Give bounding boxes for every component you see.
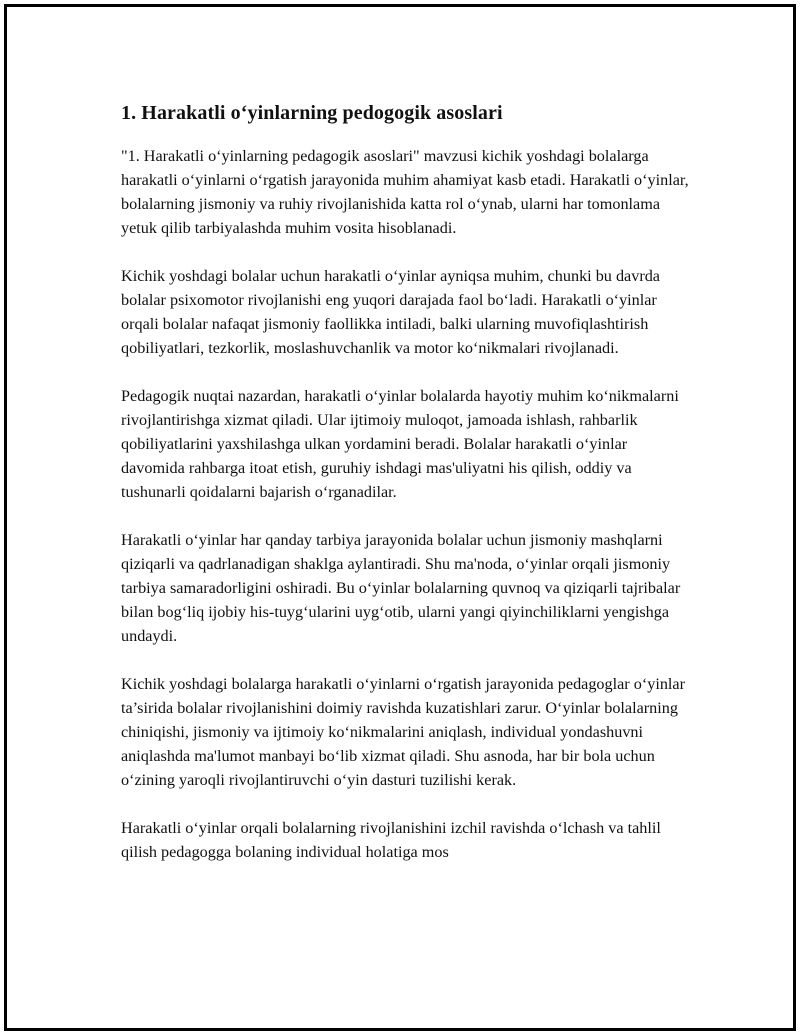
document-title: 1. Harakatli o‘yinlarning pedogogik asoslari	[121, 102, 503, 124]
paragraph-1: "1. Harakatli o‘yinlarning pedagogik asoslari" mavzusi kichik yoshdagi bolalarga harakatli o‘yinlarni o‘rgatish jarayonida muhim ahamiyat kasb etadi. Harakatli o‘yinlar, bolalarning jismoniy va ruhiy rivojlanishida katta rol o‘ynab, ularni har tomonlama yetuk qilib tarbiyalashda muhim vosita hisoblanadi.	[121, 147, 689, 237]
paragraph-4: Harakatli o‘yinlar har qanday tarbiya jarayonida bolalar uchun jismoniy mashqlarni qiziqarli va qadrlanadigan shaklga aylantiradi. Shu ma'noda, o‘yinlar orqali jismoniy tarbiya samaradorligini oshiradi. Bu o‘yinlar bolalarning quvnoq va qiziqarli tajribalar bilan bog‘liq ijobiy his-tuyg‘ularini uyg‘otib, ularni yangi qiyinchiliklarni yengishga undaydi.	[121, 531, 681, 645]
paragraph-6: Harakatli o‘yinlar orqali bolalarning rivojlanishini izchil ravishda o‘lchash va tahlil qilish pedagogga bolaning individual holatiga mos	[121, 819, 661, 861]
page-frame	[4, 4, 796, 1031]
paragraph-2: Kichik yoshdagi bolalar uchun harakatli o‘yinlar ayniqsa muhim, chunki bu davrda bolalar psixomotor rivojlanishi eng yuqori darajada faol bo‘ladi. Harakatli o‘yinlar orqali bolalar nafaqat jismoniy faollikka intiladi, balki ularning muvofiqlashtirish qobiliyatlari, tezkorlik, moslashuvchanlik va motor ko‘nikmalari rivojlanadi.	[121, 267, 660, 357]
paragraph-3: Pedagogik nuqtai nazardan, harakatli o‘yinlar bolalarda hayotiy muhim ko‘nikmalarni rivojlantirishga xizmat qiladi. Ular ijtimoiy muloqot, jamoada ishlash, rahbarlik qobiliyatlarini yaxshilashga ulkan yordamini beradi. Bolalar harakatli o‘yinlar davomida rahbarga itoat etish, guruhiy ishdagi mas'uliyatni his qilish, oddiy va tushunarli qoidalarni bajarish o‘rganadilar.	[121, 387, 679, 501]
document-body	[121, 93, 691, 888]
paragraph-5: Kichik yoshdagi bolalarga harakatli o‘yinlarni o‘rgatish jarayonida pedagoglar o‘yinlar ta’sirida bolalar rivojlanishini doimiy ravishda kuzatishlari zarur. O‘yinlar bolalarning chiniqishi, jismoniy va ijtimoiy ko‘nikmalarini aniqlash, individual yondashuvni aniqlashda ma'lumot manbayi bo‘lib xizmat qiladi. Shu asnoda, har bir bola uchun o‘zining yaroqli rivojlantiruvchi o‘yin dasturi tuzilishi kerak.	[121, 675, 685, 789]
